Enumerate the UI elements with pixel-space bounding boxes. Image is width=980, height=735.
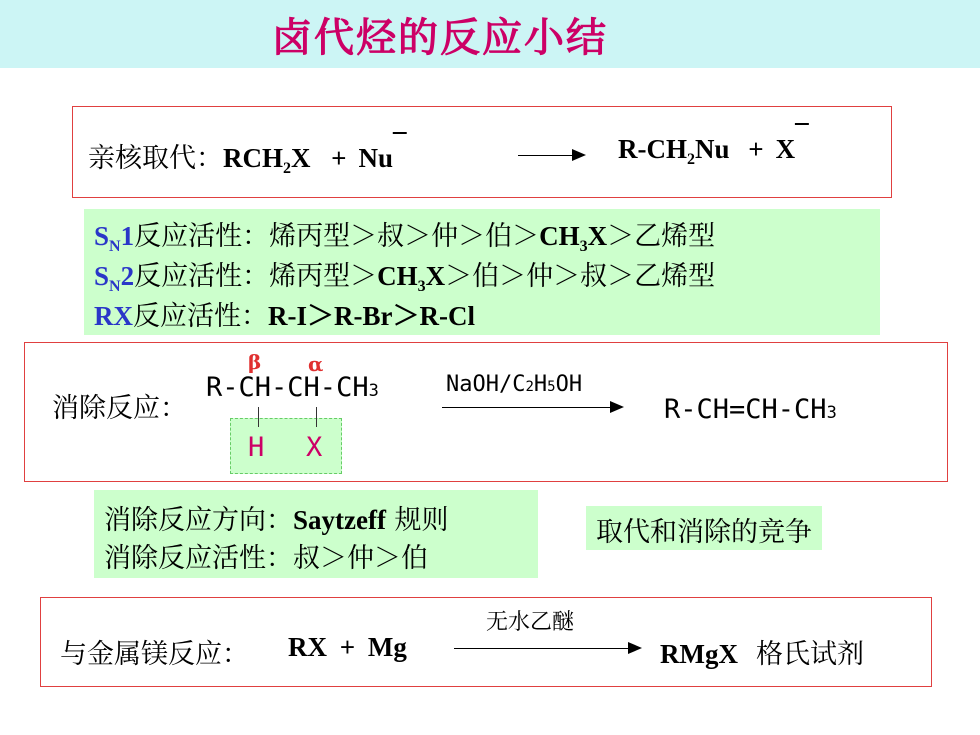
elimination-label: 消除反应： xyxy=(52,393,187,424)
sn1-activity-line: $S_N1$反应活性：烯丙型＞叔＞仲＞伯$>CH_3X>$乙烯型 xyxy=(94,221,716,255)
rx-label: RX xyxy=(94,301,133,331)
elimination-activity: 消除反应活性：叔＞仲＞伯 xyxy=(104,543,428,574)
grignard-reactants: RX + Mg xyxy=(288,632,407,662)
beta-label: β xyxy=(248,350,262,374)
substitution-equation xyxy=(88,129,407,178)
grignard-condition: 无水乙醚 xyxy=(486,610,575,635)
competition-box: 取代和消除的竞争 xyxy=(586,506,822,550)
grignard-label: 与金属镁反应： xyxy=(60,639,249,670)
substitution-arrow-head xyxy=(572,149,586,161)
page-title: 卤代烃的反应小结 xyxy=(272,15,608,61)
reactant-rch2x: $RCH_2X$ xyxy=(223,143,311,177)
rx-activity-line: RX反应活性：R-I＞R-Br＞R-Cl xyxy=(94,301,475,332)
bond-line-x xyxy=(316,407,317,427)
elimination-arrow-head xyxy=(610,401,624,413)
sn1-label: $S_N1$ xyxy=(94,221,135,255)
plus-sign: + xyxy=(331,143,347,173)
hx-highlight-box xyxy=(230,418,342,474)
grignard-arrow-head xyxy=(628,642,642,654)
grignard-arrow-line xyxy=(454,648,630,649)
elimination-direction: 消除反应方向：Saytzeff 规则 xyxy=(104,505,449,536)
elimination-arrow-line xyxy=(442,407,612,408)
substitution-label: 亲核取代： xyxy=(88,143,223,174)
sn2-activity-line: $S_N2$反应活性：烯丙型$>CH_3X>$伯＞仲＞叔＞乙烯型 xyxy=(94,261,716,295)
elimination-product: R-CH=CH-CH3 xyxy=(664,394,837,425)
substitution-products: $R-CH_2Nu$ + X¯ xyxy=(618,120,809,168)
h-atom: H xyxy=(248,432,265,463)
elimination-reagent: NaOH/C2H5OH xyxy=(446,372,583,397)
reactant-nu: Nu¯ xyxy=(358,129,407,173)
sn2-label: $S_N2$ xyxy=(94,261,135,295)
elimination-reactant: R-CH-CH-CH3 xyxy=(206,372,379,403)
alpha-label: α xyxy=(308,352,324,376)
grignard-product: RMgX 格氏试剂 xyxy=(660,639,864,670)
bond-line-h xyxy=(258,407,259,427)
substitution-arrow-line xyxy=(518,155,574,156)
x-atom: X xyxy=(306,432,323,463)
